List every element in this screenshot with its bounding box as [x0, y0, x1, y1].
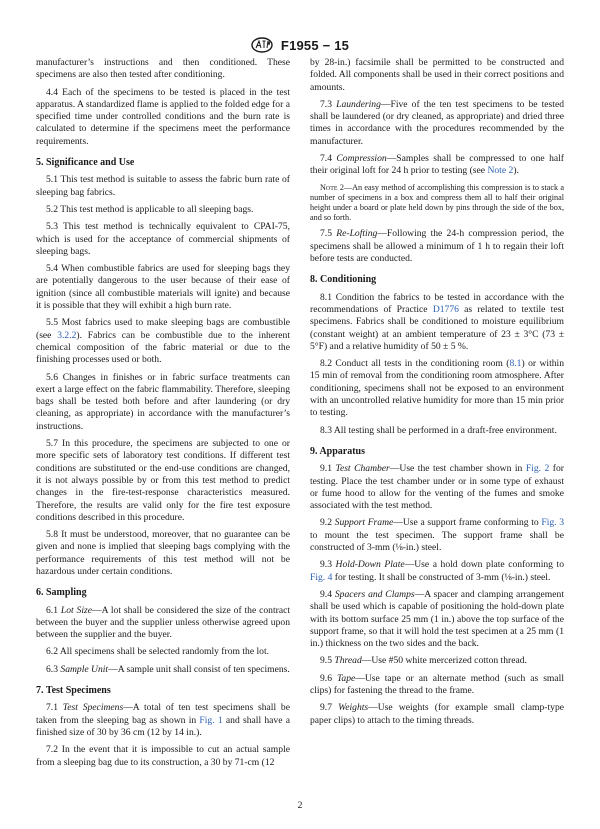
text-span: —An easy method of accomplishing this compression is to stack a number of specimens in a box and compress them all to half their original height under a board or plate held down by pins through the side of the box, and so forth.: [310, 182, 565, 223]
paragraph-5-4: 5.4 When combustible fabrics are used for sleeping bags they are potentially dangerous to the user because of their ease of ignition (since all combustible materials will ignite) and because it is possible that they will exhibit a high burn rate.: [36, 263, 290, 312]
paragraph-5-2: 5.2 This test method is applicable to all sleeping bags.: [46, 203, 254, 215]
paragraph-7-2: 7.2 In the event that it is impossible to cut an actual sample from a sleeping bag due to its construction, a 30 by 71-cm (12: [36, 744, 290, 768]
paragraph-9-7: [310, 702, 564, 727]
text-span: —Samples shall be compressed to one half their original loft for 24 h prior to testing (see: [310, 153, 564, 177]
term: Compression: [336, 153, 387, 165]
document-id: F1955 − 15: [280, 37, 350, 53]
term: Test Chamber: [335, 463, 390, 475]
text-span: —Use a hold down plate conforming to: [404, 559, 564, 571]
note-label: Note 2: [320, 182, 344, 192]
term: Test Specimens: [62, 702, 124, 714]
paragraph-9-4: [310, 589, 564, 650]
paragraph-5-3: 5.3 This test method is technically equivalent to CPAI-75, which is used for the acceptance of commercial shipments of sleeping bags.: [36, 221, 290, 257]
text-span: —A lot shall be considered the size of the contract between the buyer and the supplier unless otherwise agreed upon between the supplier and the buyer.: [36, 604, 291, 641]
text-span: to mount the test specimen. The support frame shall be constructed of 3-mm (⅛-in.) steel.: [310, 529, 564, 554]
astm-logo-icon: [251, 37, 273, 53]
text-span: —Use #50 white mercerized cotton thread.: [361, 655, 527, 667]
ref-link-d1776[interactable]: D1776: [432, 303, 459, 315]
text-span: and shall have a finished size of 30 by 36 cm (12 by 14 in.).: [36, 714, 290, 738]
text-span: ). Fabrics can be combustible due to the inherent chemical composition of the fabric material or due to the finishing processes used or both.: [36, 329, 290, 366]
term: Weights: [338, 702, 369, 714]
ref-link-3-2-2[interactable]: 3.2.2: [57, 329, 77, 341]
section-heading-5: 5. Significance and Use: [36, 157, 135, 169]
text-span: 9.5: [320, 655, 335, 667]
paragraph-6-3: [36, 664, 290, 676]
paragraph-9-6: [310, 673, 564, 698]
text-span: for testing. It shall be constructed of 3-mm (⅛-in.) steel.: [332, 571, 551, 583]
text-span: —Use the test chamber shown in: [389, 463, 526, 475]
text-span: 7.4: [320, 153, 337, 165]
left-column: [36, 57, 290, 774]
text-span: 7.3: [320, 98, 337, 110]
paragraph-5-5: [36, 317, 290, 366]
paragraph: by 28-in.) facsimile shall be permitted to be constructed and folded. All components shall be used in their correct positions and amounts.: [310, 57, 564, 93]
page-header: [0, 36, 600, 54]
text-span: —Use a support frame conforming to: [393, 517, 542, 529]
paragraph-8-1: [310, 292, 564, 353]
ref-link-8-1[interactable]: 8.1: [509, 358, 522, 370]
text-span: for testing. Place the test chamber under or in some type of exhaust or fume hood to allow for the venting of the fumes and smoke associated with the test method.: [310, 463, 564, 512]
ref-link-note-2[interactable]: Note 2: [487, 165, 514, 177]
paragraph-6-1: [36, 605, 290, 642]
term: Hold-Down Plate: [335, 559, 405, 571]
text-span: —Use tape or an alternate method (such as small clips) for fastening the thread to the frame.: [310, 672, 564, 696]
text-span: 9.4: [320, 588, 335, 600]
text-span: —Following the 24-h compression period, the specimens shall be allowed a minimum of 1 h to regain their loft before tests are conducted.: [310, 228, 565, 265]
paragraph-5-1: 5.1 This test method is suitable to assess the fabric burn rate of sleeping bag fabrics.: [36, 174, 290, 198]
text-span: 9.7: [320, 702, 339, 714]
right-column: [310, 57, 564, 732]
text-span: ) or within 15 min of removal from the conditioning room atmosphere. After conditioning, specimens shall not be exposed to an environment with an uncontrolled relative humidity for more than 15 min prior to testing.: [310, 358, 564, 419]
text-span: 6.3: [46, 663, 61, 675]
text-span: 8.1 Condition the fabrics to be tested in accordance with the recommendations of Practice: [310, 291, 564, 315]
paragraph-5-6: 5.6 Changes in finishes or in fabric surface treatments can exert a large effect on the fabric flammability. Therefore, sleeping bags shall be tested both before and after laundering (or dry cleaning, as appropriate) in accordance with the manufacturer’s instructions.: [36, 371, 290, 432]
text-span: 9.1: [320, 463, 336, 475]
text-span: as related to textile test specimens. Fabrics shall be conditioned to moisture equilibrium (constant weight) at an ambient temperature of 23 ± 3°C (73 ± 5°F) and a relative humidity of 50 ± 5 %.: [310, 303, 564, 352]
note-2: [310, 183, 564, 224]
paragraph-9-1: [310, 463, 564, 512]
term: Laundering: [336, 98, 381, 110]
text-span: 7.1: [46, 702, 63, 714]
paragraph: manufacturer’s instructions and then conditioned. These specimens are also then tested after conditioning.: [36, 57, 290, 81]
paragraph-9-2: [310, 517, 564, 554]
text-span: 6.1: [46, 604, 61, 616]
paragraph-5-8: 5.8 It must be understood, moreover, that no guarantee can be given and none is implied that sleeping bags complying with the performance requirements of this test method will not be hazardous under certain conditions.: [36, 529, 290, 577]
text-span: —Five of the ten test specimens to be tested shall be laundered (or dry cleaned, as appropriate) and dried three times in accordance with the procedures recommended by the manufacturer.: [310, 98, 565, 147]
term: Support Frame: [334, 517, 394, 529]
text-span: 7.5: [320, 228, 337, 240]
paragraph-4-4: 4.4 Each of the specimens to be tested is placed in the test apparatus. A standardized flame is applied to the folded edge for a specified time under controlled conditions and the burn rate is calculated to determine if the specimens meet the performance requirements.: [36, 86, 290, 147]
text-span: 8.2 Conduct all tests in the conditioning room (: [320, 358, 510, 370]
paragraph-7-4: [310, 153, 564, 178]
section-heading-7: 7. Test Specimens: [36, 685, 111, 697]
term: Spacers and Clamps: [334, 588, 415, 600]
ref-link-fig-3[interactable]: Fig. 3: [541, 517, 565, 529]
text-span: —A total of ten test specimens shall be taken from the sleeping bag as shown in: [36, 702, 290, 726]
paragraph-7-3: [310, 99, 564, 148]
section-heading-8: 8. Conditioning: [310, 274, 377, 286]
paragraph-8-2: [310, 358, 564, 419]
text-span: —A spacer and clamping arrangement shall be used which is capable of positioning the hold-down plate with its bottom surface 25 mm (1 in.) above the top surface of the support frame, so that it will hold the test specimen at a 25 mm (1 in.) thickness on the two sides and the back.: [310, 588, 564, 650]
term: Sample Unit: [60, 663, 109, 675]
term: Tape: [336, 672, 356, 684]
term: Lot Size: [60, 604, 93, 616]
text-span: 9.2: [320, 517, 335, 529]
ref-link-fig-1[interactable]: Fig. 1: [199, 714, 223, 726]
section-heading-6: 6. Sampling: [36, 587, 87, 599]
paragraph-6-2: 6.2 All specimens shall be selected randomly from the lot.: [46, 646, 270, 658]
paragraph-9-3: [310, 559, 564, 584]
text-span: ).: [513, 165, 519, 177]
term: Thread: [334, 655, 362, 667]
text-span: —Use weights (for example small clamp-type paper clips) to attach to the timing threads.: [310, 702, 564, 726]
paragraph-5-7: 5.7 In this procedure, the specimens are subjected to one or more specific sets of laboratory test conditions. If different test conditions are substituted or the end-use conditions are changed, it is not always possible by or from this test method to predict changes in the fire-test-response characteristics measured. Therefore, the results are valid only for the fire test exposure conditions described in this procedure.: [36, 438, 290, 523]
paragraph-7-1: [36, 702, 290, 739]
ref-link-fig-4[interactable]: Fig. 4: [310, 571, 333, 583]
text-span: —A sample unit shall consist of ten specimens.: [108, 663, 290, 675]
paragraph-9-5: [310, 655, 564, 667]
paragraph-8-3: 8.3 All testing shall be performed in a draft-free environment.: [320, 424, 557, 436]
ref-link-fig-2[interactable]: Fig. 2: [525, 463, 550, 475]
term: Re-Lofting: [336, 228, 378, 240]
text-span: 5.5 Most fabrics used to make sleeping bags are combustible (see: [36, 317, 290, 341]
paragraph-7-5: [310, 228, 564, 265]
text-span: 9.6: [320, 672, 337, 684]
page-number: 2: [297, 800, 303, 811]
section-heading-9: 9. Apparatus: [310, 445, 366, 457]
text-span: 9.3: [320, 559, 336, 571]
